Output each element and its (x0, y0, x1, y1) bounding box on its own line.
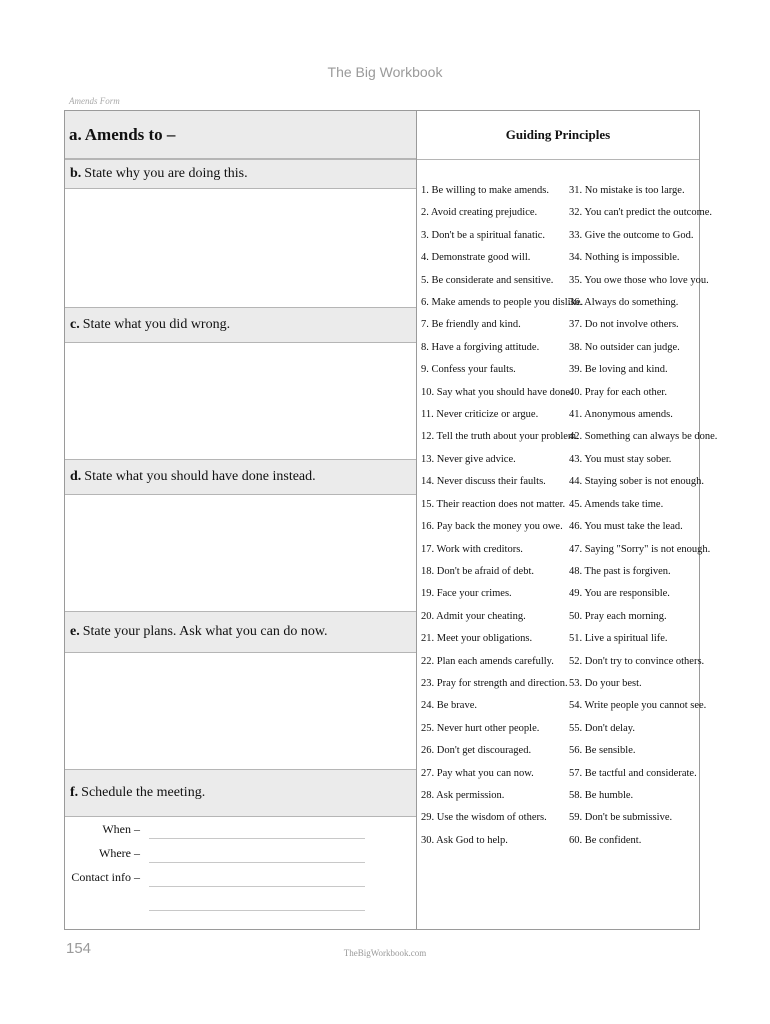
principle-item: 59. Don't be submissive. (569, 812, 673, 824)
principle-item: 48. The past is forgiven. (569, 565, 671, 577)
principle-item: 58. Be humble. (569, 789, 634, 801)
principle-item: 16. Pay back the money you owe. (421, 521, 563, 533)
form-left-column (65, 111, 417, 929)
principle-item: 25. Never hurt other people. (421, 722, 540, 734)
principle-item: 55. Don't delay. (569, 722, 635, 734)
meeting-contact-label: Contact info – (71, 870, 140, 884)
principle-item: 30. Ask God to help. (421, 834, 508, 846)
section-a-title: Amends to – (84, 124, 176, 144)
principle-item: 36. Always do something. (569, 297, 679, 309)
book-title: The Big Workbook (327, 64, 443, 80)
principle-item: 4. Demonstrate good will. (421, 252, 531, 264)
principle-item: 53. Do your best. (569, 677, 642, 689)
principle-item: 26. Don't get discouraged. (421, 745, 532, 757)
principle-item: 3. Don't be a spiritual fanatic. (421, 229, 546, 241)
section-d-letter: d. (70, 469, 82, 484)
principle-item: 60. Be confident. (569, 834, 642, 846)
principle-item: 32. You can't predict the outcome. (569, 207, 713, 219)
principle-item: 33. Give the outcome to God. (569, 229, 694, 241)
footer-url: TheBigWorkbook.com (343, 948, 427, 958)
principle-item: 51. Live a spiritual life. (569, 633, 668, 645)
section-b-letter: b. (70, 166, 82, 181)
form-label: Amends Form (69, 96, 120, 106)
principle-item: 18. Don't be afraid of debt. (421, 565, 534, 577)
principle-item: 1. Be willing to make amends. (421, 185, 550, 196)
principle-item: 11. Never criticize or argue. (421, 409, 539, 421)
principle-item: 29. Use the wisdom of others. (421, 812, 547, 824)
principle-item: 9. Confess your faults. (421, 364, 516, 376)
principles-column-1 (421, 180, 583, 852)
principle-item: 42. Something can always be done. (569, 431, 718, 443)
section-c-header (65, 307, 416, 343)
principle-item: 12. Tell the truth about your problem. (421, 431, 579, 443)
principle-item: 52. Don't try to convince others. (569, 655, 705, 667)
principle-item: 15. Their reaction does not matter. (421, 498, 566, 510)
principle-item: 31. No mistake is too large. (569, 185, 685, 196)
meeting-where-label: Where – (99, 846, 140, 860)
principle-item: 28. Ask permission. (421, 789, 505, 801)
principle-item: 6. Make amends to people you dislike. (421, 297, 584, 309)
principle-item: 8. Have a forgiving attitude. (421, 341, 540, 353)
principle-item: 39. Be loving and kind. (569, 364, 668, 376)
meeting-extra-line (149, 909, 365, 911)
principle-item: 24. Be brave. (421, 700, 477, 712)
principle-item: 17. Work with creditors. (421, 543, 523, 555)
section-f-header (65, 769, 416, 817)
principle-item: 56. Be sensible. (569, 745, 636, 757)
section-f-title: Schedule the meeting. (81, 785, 206, 800)
principle-item: 46. You must take the lead. (569, 521, 683, 533)
meeting-when-label: When – (102, 822, 140, 836)
meeting-where-line (149, 861, 365, 863)
principle-item: 23. Pray for strength and direction. (421, 677, 568, 689)
section-b-header (65, 159, 416, 189)
section-d-title: State what you should have done instead. (84, 469, 316, 484)
principle-item: 7. Be friendly and kind. (421, 319, 521, 331)
principle-item: 38. No outsider can judge. (569, 341, 680, 353)
section-b-title: State why you are doing this. (84, 166, 248, 181)
principle-item: 49. You are responsible. (569, 588, 670, 600)
guiding-principles-heading: Guiding Principles (417, 111, 699, 160)
principle-item: 20. Admit your cheating. (421, 610, 526, 622)
section-e-title: State your plans. Ask what you can do now. (82, 624, 328, 639)
principle-item: 10. Say what you should have done. (421, 386, 573, 398)
section-c-title: State what you did wrong. (82, 317, 231, 332)
principle-item: 13. Never give advice. (421, 453, 516, 465)
principle-item: 19. Face your crimes. (421, 588, 512, 600)
principle-item: 35. You owe those who love you. (569, 274, 709, 286)
principle-item: 5. Be considerate and sensitive. (421, 274, 554, 286)
section-f-letter: f. (70, 785, 79, 800)
guiding-principles-panel (417, 111, 718, 929)
principle-item: 54. Write people you cannot see. (569, 700, 707, 712)
section-a-letter: a. (69, 124, 82, 144)
principle-item: 2. Avoid creating prejudice. (421, 207, 538, 219)
section-e-header (65, 611, 416, 653)
principle-item: 14. Never discuss their faults. (421, 476, 546, 488)
principle-item: 50. Pray each morning. (569, 610, 667, 622)
principle-item: 43. You must stay sober. (569, 453, 672, 465)
principle-item: 57. Be tactful and considerate. (569, 767, 697, 779)
principle-item: 44. Staying sober is not enough. (569, 476, 705, 488)
principle-item: 45. Amends take time. (569, 498, 664, 510)
principle-item: 21. Meet your obligations. (421, 633, 533, 645)
section-a-header (65, 111, 416, 159)
meeting-contact-line (149, 885, 365, 887)
principle-item: 27. Pay what you can now. (421, 767, 534, 779)
principles-column-2 (569, 180, 717, 852)
principle-item: 40. Pray for each other. (569, 386, 667, 398)
amends-form (64, 110, 718, 930)
section-e-letter: e. (70, 624, 80, 639)
principle-item: 37. Do not involve others. (569, 319, 679, 331)
meeting-when-line (149, 837, 365, 839)
principle-item: 47. Saying "Sorry" is not enough. (569, 543, 711, 555)
principle-item: 41. Anonymous amends. (569, 409, 673, 421)
principle-item: 22. Plan each amends carefully. (421, 655, 554, 667)
page-number: 154 (66, 940, 92, 957)
section-d-header (65, 459, 416, 495)
section-c-letter: c. (70, 317, 80, 332)
principle-item: 34. Nothing is impossible. (569, 252, 680, 264)
